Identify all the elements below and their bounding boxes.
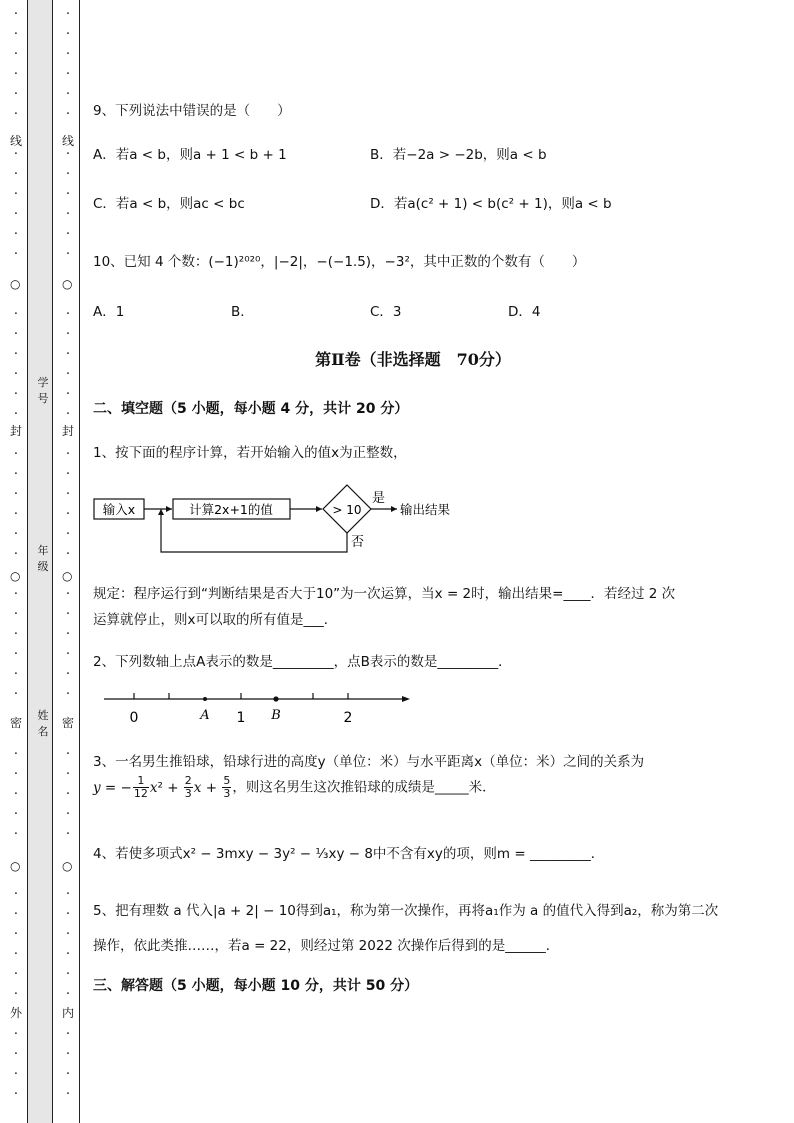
outer-dot: · (13, 307, 19, 322)
point-a-label: A (200, 708, 210, 723)
f1-rule-line1: 规定：程序运行到“判断结果是否大于10”为一次运算，当x = 2时，输出结果=____．若经过 2 次 (93, 586, 676, 602)
section-title: 第Ⅱ卷（非选择题 70分） (315, 350, 511, 369)
inner-dot: · (65, 407, 71, 422)
outer-dot: · (13, 407, 19, 422)
flow-output-text: 输出结果 (400, 502, 451, 517)
inner-dot: · (65, 907, 71, 922)
tick-label-2: 2 (343, 710, 353, 726)
inner-dot: · (65, 107, 71, 122)
field-name: 姓名 (37, 709, 49, 738)
f3-line2-text: ，则这名男生这次推铅球的成绩是_____米． (232, 779, 496, 796)
outer-dot: · (13, 187, 19, 202)
inner-dot: · (65, 607, 71, 622)
flow-compute-text: 计算2x+1的值 (189, 502, 273, 517)
q10-stem: 10、已知 4 个数：(−1)²⁰²⁰，|−2|，−(−1.5)，−3²，其中正数的个数有（ ） (93, 254, 586, 270)
tick-label-0: 0 (129, 710, 139, 726)
outer-dot: · (13, 947, 19, 962)
f3-formula: y = − $\frac{1}{12}$ x² + $\frac{2}{3}$ x + $\frac{5}{3}$ (93, 774, 231, 800)
inner-dot: · (65, 367, 71, 382)
q9-option-c: C．若a < b，则ac < bc (93, 196, 245, 212)
outer-dot: · (13, 527, 19, 542)
inner-dot: · (65, 227, 71, 242)
inner-mark-4: 密 (62, 716, 75, 730)
inner-dot: · (65, 527, 71, 542)
inner-dot: · (65, 1027, 71, 1042)
q10-option-b: B． (231, 304, 254, 320)
outer-dot: · (13, 987, 19, 1002)
outer-dot: · (13, 907, 19, 922)
inner-dot: · (65, 87, 71, 102)
flow-input-text: 输入x (102, 502, 136, 517)
outer-dot: · (13, 447, 19, 462)
inner-dot: · (65, 167, 71, 182)
outer-dot: · (13, 47, 19, 62)
f5-line2: 操作，依此类推……，若a = 22，则经过第 2022 次操作后得到的是______． (93, 938, 560, 954)
q10-option-d: D．4 (508, 304, 541, 320)
inner-dot: · (65, 987, 71, 1002)
tick-label-1: 1 (236, 710, 246, 726)
part2-title: 二、填空题（5 小题，每小题 4 分，共计 20 分） (93, 401, 409, 417)
inner-dot: · (65, 807, 71, 822)
q9-option-d: D．若a(c² + 1) < b(c² + 1)，则a < b (370, 196, 612, 212)
inner-dot: · (65, 207, 71, 222)
outer-dot: · (13, 487, 19, 502)
outer-dot: · (13, 1047, 19, 1062)
outer-dot: · (13, 687, 19, 702)
outer-dot: · (13, 207, 19, 222)
outer-dot: · (13, 767, 19, 782)
inner-dot: · (65, 347, 71, 362)
inner-dot: · (65, 67, 71, 82)
outer-dot: · (13, 627, 19, 642)
outer-dot: · (13, 747, 19, 762)
outer-dot: · (13, 87, 19, 102)
inner-dot: · (65, 467, 71, 482)
flow-yes-label: 是 (372, 491, 386, 506)
inner-dot: · (65, 627, 71, 642)
outer-dot: · (13, 967, 19, 982)
inner-dot: · (65, 547, 71, 562)
outer-dot: · (13, 1087, 19, 1102)
inner-dot: · (65, 647, 71, 662)
flowchart (88, 480, 488, 558)
flow-no-label: 否 (351, 535, 365, 550)
outer-dot: · (13, 547, 19, 562)
inner-dot: · (65, 27, 71, 42)
outer-dot: · (13, 1067, 19, 1082)
inner-dot: · (65, 307, 71, 322)
inner-dot: · (65, 507, 71, 522)
f1-rule-line2: 运算就停止，则x可以取的所有值是___． (93, 612, 338, 628)
flow-decision-text: > 10 (332, 503, 362, 517)
point-b-label: B (271, 708, 281, 723)
outer-mark-5: ○ (10, 859, 21, 873)
outer-dot: · (13, 647, 19, 662)
outer-mark-3: ○ (10, 569, 21, 583)
inner-dot: · (65, 927, 71, 942)
f5-line1: 5、把有理数 a 代入|a + 2| − 10得到a₁，称为第一次操作，再将a₁作为 a 的值代入得到a₂，称为第二次 (93, 903, 719, 919)
outer-dot: · (13, 467, 19, 482)
outer-mark-0: 线 (10, 134, 23, 148)
outer-dot: · (13, 827, 19, 842)
inner-dot: · (65, 487, 71, 502)
inner-dot: · (65, 767, 71, 782)
field-student-id: 学号 (37, 376, 49, 405)
inner-mark-2: 封 (62, 424, 75, 438)
inner-mark-0: 线 (62, 134, 75, 148)
part3-title: 三、解答题（5 小题，每小题 10 分，共计 50 分） (93, 978, 419, 994)
outer-dot: · (13, 347, 19, 362)
inner-mark-1: ○ (62, 277, 73, 291)
point-a (203, 697, 207, 701)
f3-line1: 3、一名男生推铅球，铅球行进的高度y（单位：米）与水平距离x（单位：米）之间的关系为 (93, 754, 645, 770)
outer-dot: · (13, 7, 19, 22)
outer-dot: · (13, 507, 19, 522)
outer-dot: · (13, 587, 19, 602)
inner-mark-6: 内 (62, 1006, 75, 1020)
inner-dot: · (65, 887, 71, 902)
inner-dot: · (65, 667, 71, 682)
outer-dot: · (13, 1027, 19, 1042)
outer-dot: · (13, 227, 19, 242)
inner-dot: · (65, 327, 71, 342)
q9-stem: 9、下列说法中错误的是（ ） (93, 103, 291, 119)
outer-dot: · (13, 927, 19, 942)
inner-mark-3: ○ (62, 569, 73, 583)
outer-dot: · (13, 667, 19, 682)
f3-line2 (93, 775, 496, 800)
outer-dot: · (13, 67, 19, 82)
inner-dot: · (65, 47, 71, 62)
q9-option-b: B．若−2a > −2b，则a < b (370, 147, 547, 163)
number-line (100, 686, 420, 726)
f2-stem: 2、下列数轴上点A表示的数是_________，点B表示的数是_________． (93, 654, 512, 670)
inner-dot: · (65, 247, 71, 262)
inner-dot: · (65, 447, 71, 462)
outer-mark-4: 密 (10, 716, 23, 730)
q10-option-a: A．1 (93, 304, 125, 320)
f4-line: 4、若使多项式x² − 3mxy − 3y² − ⅓xy − 8中不含有xy的项，则m = _________． (93, 846, 605, 862)
inner-dot: · (65, 747, 71, 762)
inner-dot: · (65, 7, 71, 22)
outer-mark-2: 封 (10, 424, 23, 438)
outer-dot: · (13, 387, 19, 402)
outer-mark-1: ○ (10, 277, 21, 291)
outer-dot: · (13, 807, 19, 822)
outer-dot: · (13, 887, 19, 902)
f1-stem: 1、按下面的程序计算，若开始输入的值x为正整数， (93, 445, 407, 461)
inner-dot: · (65, 827, 71, 842)
outer-dot: · (13, 367, 19, 382)
inner-mark-5: ○ (62, 859, 73, 873)
inner-dot: · (65, 967, 71, 982)
outer-mark-6: 外 (10, 1006, 23, 1020)
outer-dot: · (13, 247, 19, 262)
q10-option-c: C．3 (370, 304, 402, 320)
outer-dot: · (13, 167, 19, 182)
inner-dot: · (65, 1047, 71, 1062)
outer-dot: · (13, 607, 19, 622)
inner-dot: · (65, 587, 71, 602)
outer-dot: · (13, 107, 19, 122)
inner-dot: · (65, 387, 71, 402)
inner-dot: · (65, 147, 71, 162)
inner-dot: · (65, 787, 71, 802)
point-b (273, 696, 278, 701)
outer-dot: · (13, 27, 19, 42)
field-grade: 年级 (37, 544, 49, 573)
outer-dot: · (13, 327, 19, 342)
outer-dot: · (13, 147, 19, 162)
inner-dot: · (65, 947, 71, 962)
inner-dot: · (65, 187, 71, 202)
outer-dot: · (13, 787, 19, 802)
inner-dot: · (65, 1067, 71, 1082)
q9-option-a: A．若a < b，则a + 1 < b + 1 (93, 147, 287, 163)
inner-dot: · (65, 687, 71, 702)
inner-dot: · (65, 1087, 71, 1102)
